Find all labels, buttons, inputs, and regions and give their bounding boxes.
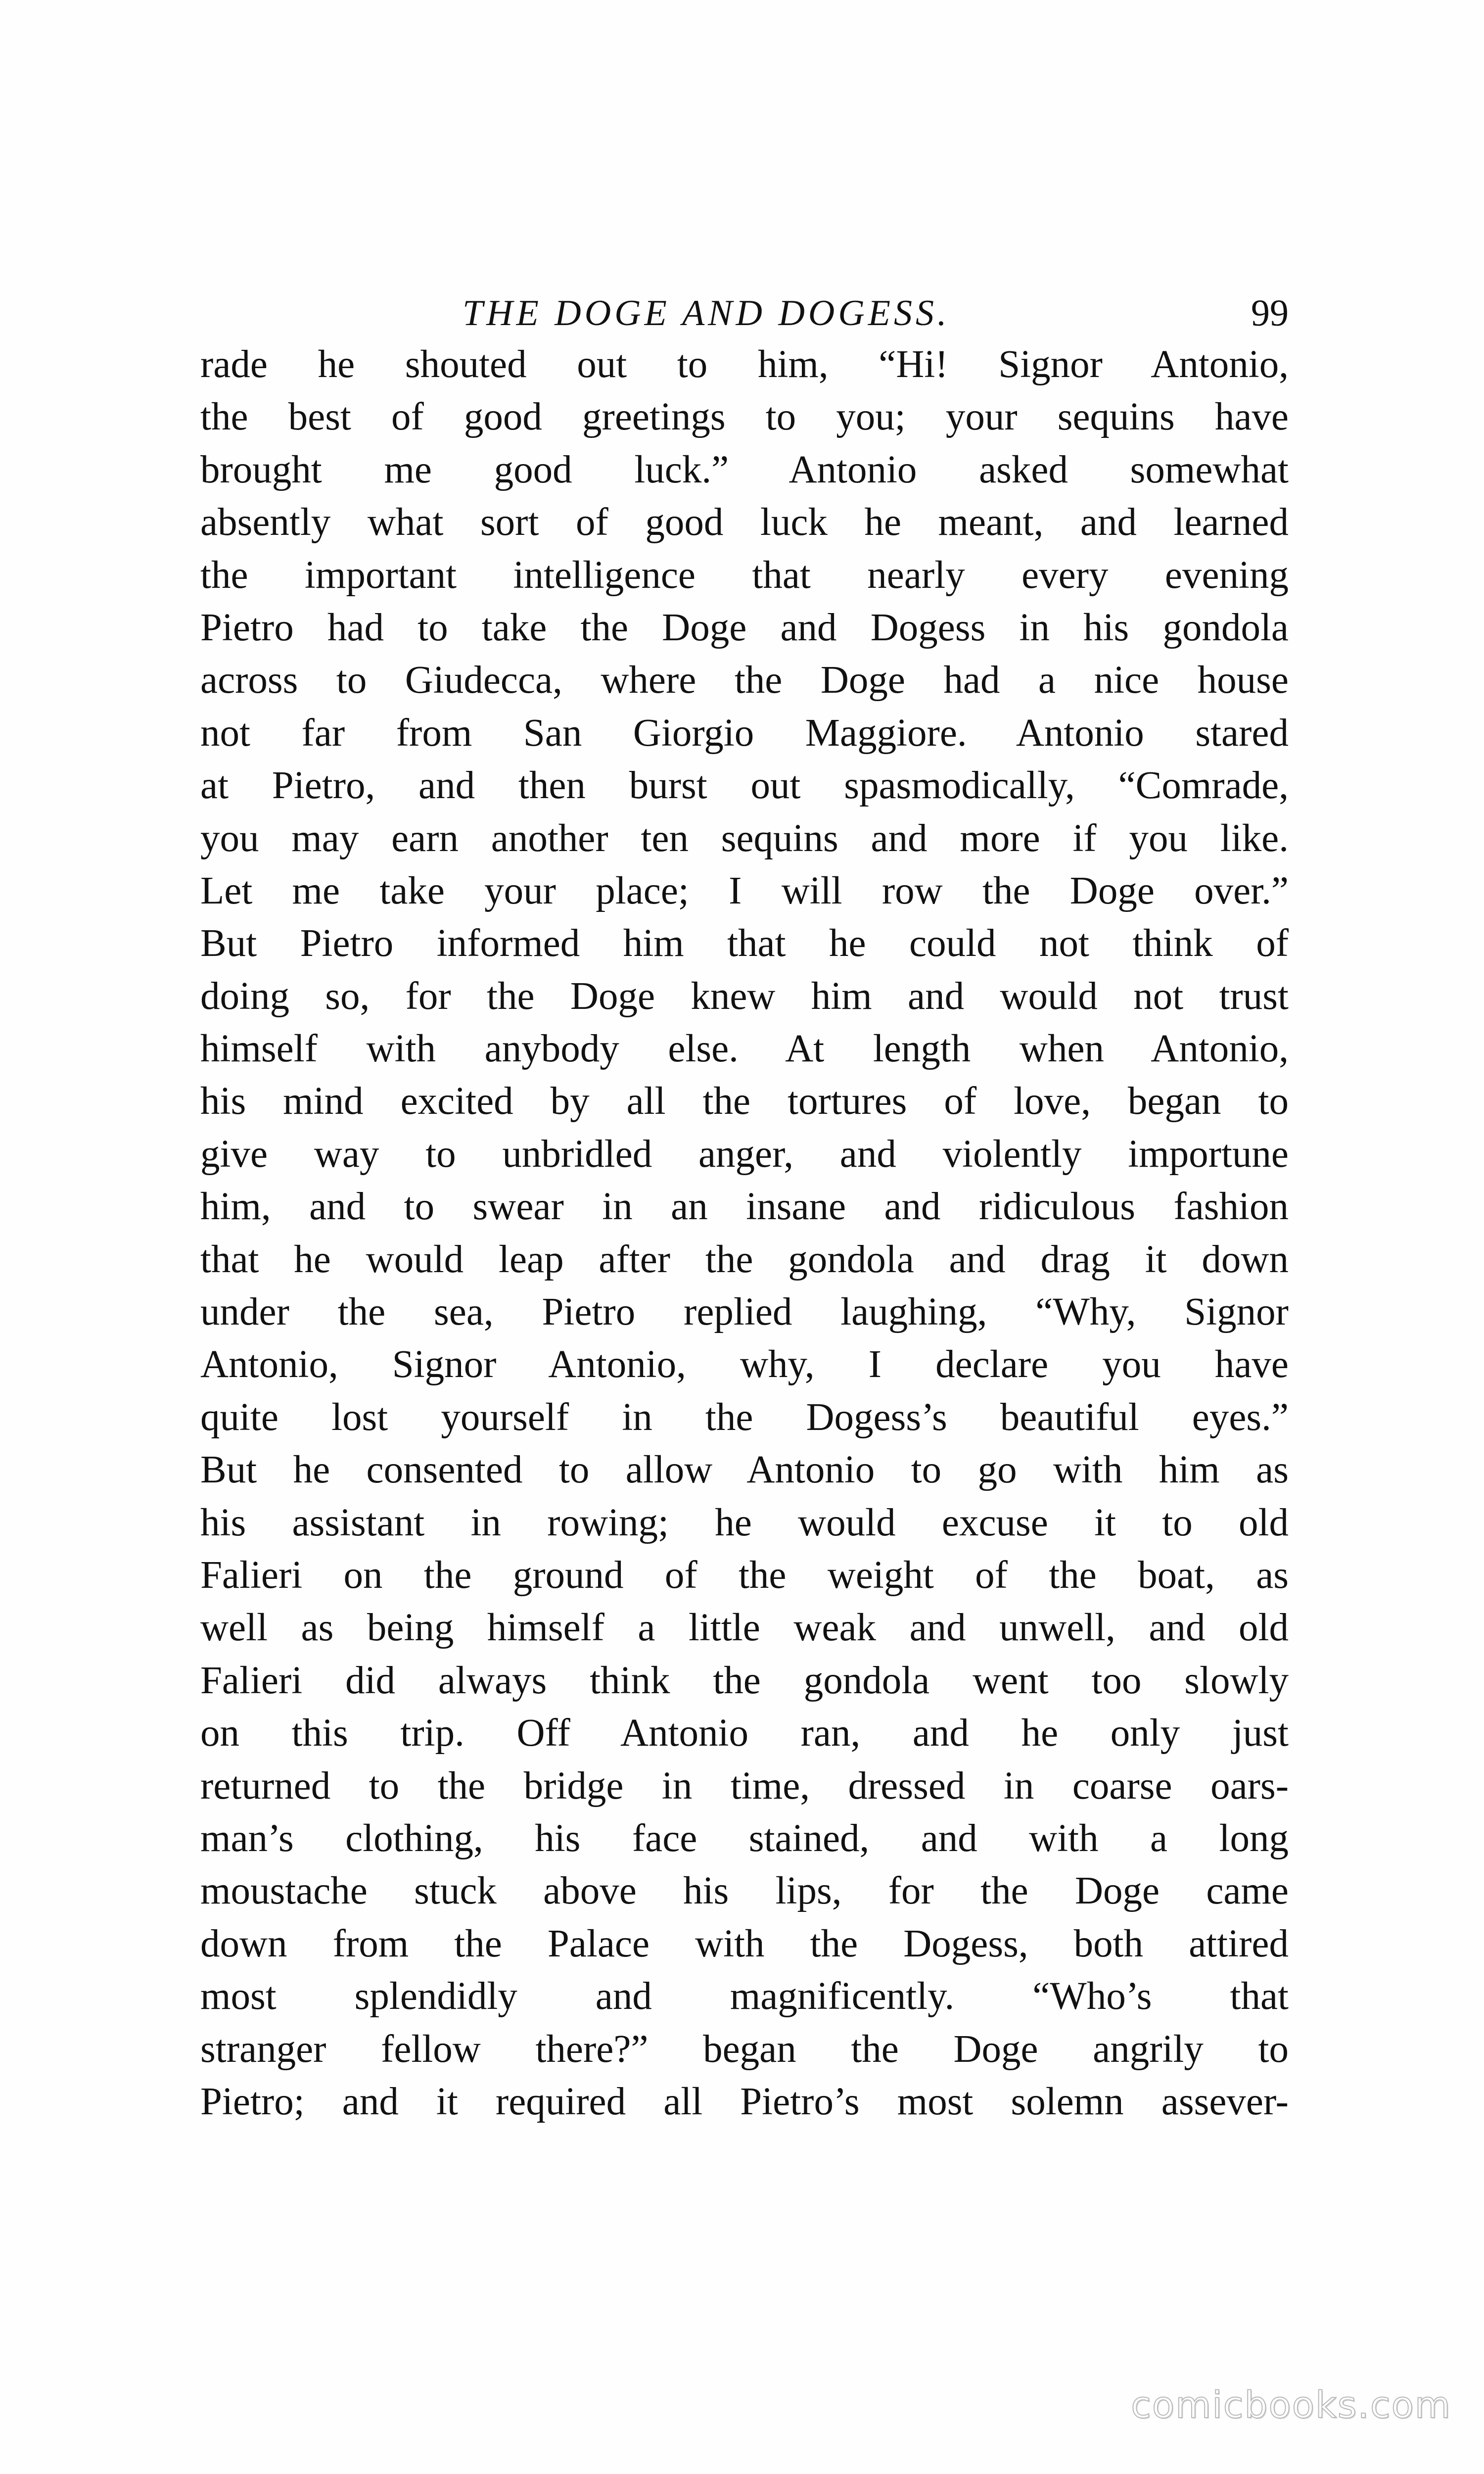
text-line: Pietro; and it required all Pietro’s most solemn assever-: [200, 2080, 1289, 2123]
text-line: Let me take your place; I will row the Doge over.”: [200, 869, 1289, 912]
text-line: brought me good luck.” Antonio asked somewhat: [200, 448, 1289, 491]
text-line: at Pietro, and then burst out spasmodically, “Comrade,: [200, 764, 1289, 808]
text-line: himself with anybody else. At length when Antonio,: [200, 1027, 1289, 1071]
text-line: man’s clothing, his face stained, and with a long: [200, 1816, 1289, 1860]
text-line: well as being himself a little weak and unwell, and old: [200, 1606, 1289, 1650]
text-line: his assistant in rowing; he would excuse it to old: [200, 1501, 1289, 1544]
text-line: Falieri did always think the gondola went too slowly: [200, 1659, 1289, 1702]
text-line: Antonio, Signor Antonio, why, I declare you have: [200, 1343, 1289, 1386]
text-line: across to Giudecca, where the Doge had a nice house: [200, 659, 1289, 702]
running-title: THE DOGE AND DOGESS.: [463, 293, 950, 333]
text-line: that he would leap after the gondola and drag it down: [200, 1237, 1289, 1281]
text-line: give way to unbridled anger, and violently importune: [200, 1132, 1289, 1176]
text-line: not far from San Giorgio Maggiore. Antonio stared: [200, 711, 1289, 755]
text-line: most splendidly and magnificently. “Who’s that: [200, 1975, 1289, 2018]
text-line: quite lost yourself in the Dogess’s beautiful eyes.”: [200, 1395, 1289, 1439]
text-line: But Pietro informed him that he could not think of: [200, 922, 1289, 965]
text-line: doing so, for the Doge knew him and would not trust: [200, 974, 1289, 1018]
text-line: on this trip. Off Antonio ran, and he only just: [200, 1712, 1289, 1755]
text-line: returned to the bridge in time, dressed in coarse oars-: [200, 1764, 1289, 1808]
text-line: absently what sort of good luck he meant, and learned: [200, 501, 1289, 544]
text-line: rade he shouted out to him, “Hi! Signor Antonio,: [200, 343, 1289, 386]
text-line: the best of good greetings to you; your sequins have: [200, 395, 1289, 439]
text-line: him, and to swear in an insane and ridiculous fashion: [200, 1185, 1289, 1229]
text-line: Pietro had to take the Doge and Dogess in his gondola: [200, 606, 1289, 649]
text-line: But he consented to allow Antonio to go with him as: [200, 1448, 1289, 1492]
running-head: [200, 286, 1289, 340]
text-line: under the sea, Pietro replied laughing, “Why, Signor: [200, 1290, 1289, 1334]
text-line: his mind excited by all the tortures of love, began to: [200, 1080, 1289, 1123]
body-text: [200, 338, 1289, 2128]
text-line: down from the Palace with the Dogess, both attired: [200, 1922, 1289, 1965]
page-number: 99: [1251, 292, 1289, 334]
watermark: comicbooks.com: [1131, 2384, 1451, 2426]
text-line: you may earn another ten sequins and more if you like.: [200, 816, 1289, 860]
text-line: moustache stuck above his lips, for the Doge came: [200, 1869, 1289, 1913]
text-line: the important intelligence that nearly every evening: [200, 553, 1289, 597]
text-line: stranger fellow there?” began the Doge angrily to: [200, 2027, 1289, 2071]
text-line: Falieri on the ground of the weight of the boat, as: [200, 1553, 1289, 1597]
